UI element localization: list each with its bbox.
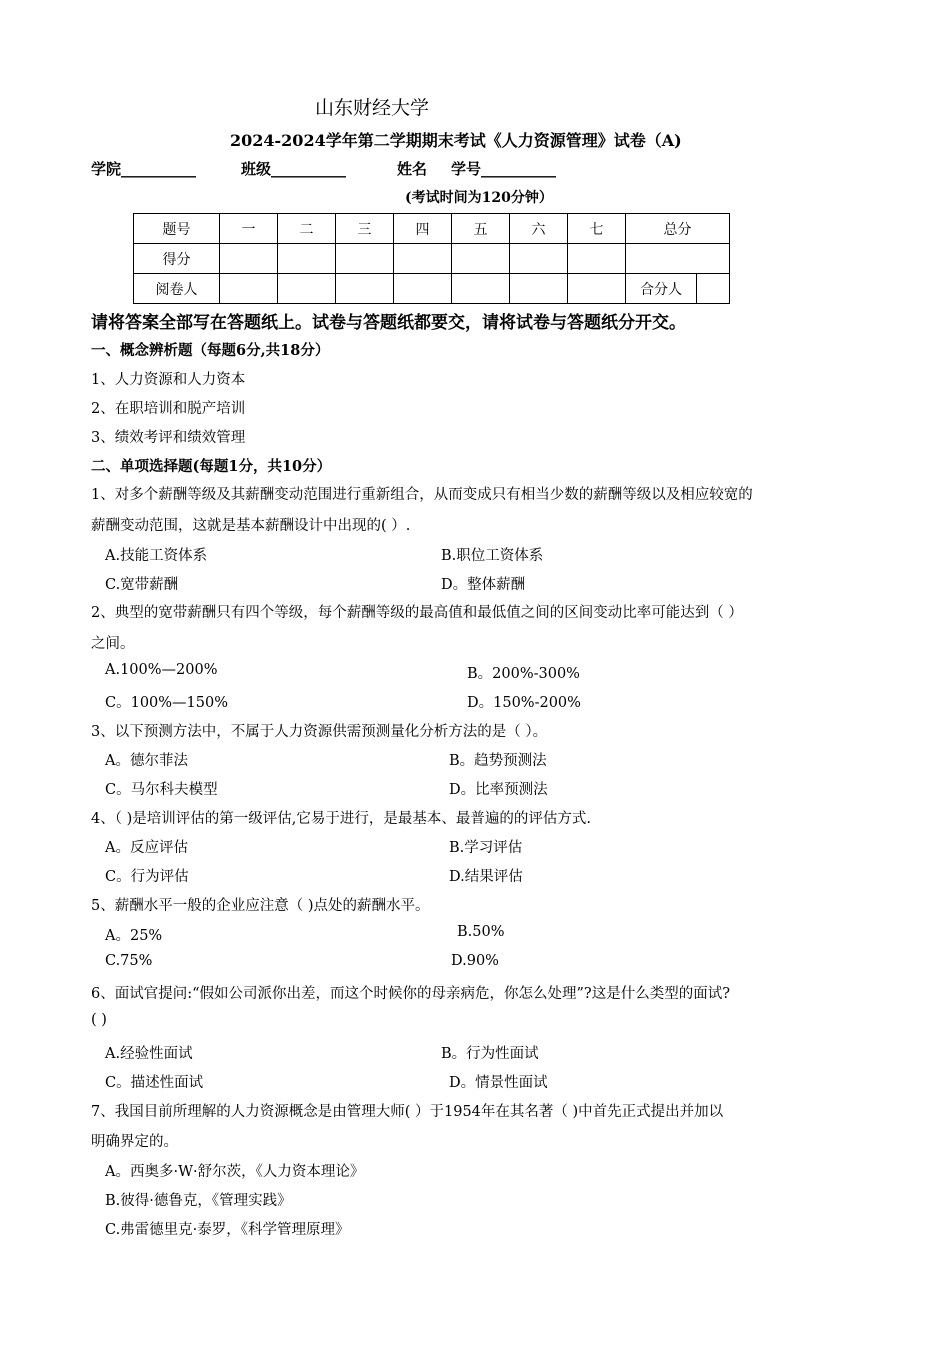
option-c: C.宽带薪酬 [105,577,179,593]
university-name: 山东财经大学 [315,97,430,119]
option-c: C。描述性面试 [105,1075,204,1091]
column-header: 五 [452,214,510,244]
class-field: 班级__________ [241,160,347,178]
score-cell [452,274,510,304]
score-cell [452,244,510,274]
option-a: A.100%—200% [105,662,218,678]
score-cell [220,274,278,304]
option-d: D。150%-200% [467,695,581,711]
column-header: 六 [510,214,568,244]
score-cell [510,244,568,274]
table-row [134,214,730,244]
list-item: 3、绩效考评和绩效管理 [91,430,246,446]
option-b: B.学习评估 [449,840,523,856]
question-text: ( ) [91,1012,107,1028]
exam-title: 2024-2024学年第二学期期末考试《人力资源管理》试卷（A) [230,131,682,150]
option-b: B.彼得·德鲁克，《管理实践》 [105,1193,292,1209]
column-header: 一 [220,214,278,244]
column-header: 二 [278,214,336,244]
option-d: D。整体薪酬 [441,577,526,593]
option-d: D.结果评估 [449,869,523,885]
option-c: C.75% [105,953,153,969]
reviewer-total-label: 合分人 [626,274,697,304]
score-cell [278,244,336,274]
score-table [133,213,730,304]
question-text: 7、我国目前所理解的人力资源概念是由管理大师( ）于1954年在其名著（ )中首先正式提出并加以 [91,1104,724,1120]
section2-title: 二、单项选择题(每题1分，共10分） [91,458,332,475]
question-text: 明确界定的。 [91,1134,178,1150]
question-text: 1、对多个薪酬等级及其薪酬变动范围进行重新组合，从而变成只有相当少数的薪酬等级以及相应较宽的 [91,487,753,503]
column-header: 七 [568,214,626,244]
option-b: B。趋势预测法 [449,753,547,769]
student-id-field: 学号__________ [451,160,557,178]
question-text: 薪酬变动范围，这就是基本薪酬设计中出现的( ）. [91,518,411,534]
option-c: C。行为评估 [105,869,189,885]
question-text: 3、以下预测方法中，不属于人力资源供需预测量化分析方法的是（ ）。 [91,724,548,740]
score-cell [697,274,730,304]
option-d: D。比率预测法 [449,782,548,798]
option-b: B.50% [457,924,505,940]
question-text: 5、薪酬水平一般的企业应注意（ )点处的薪酬水平。 [91,898,430,914]
column-header: 四 [394,214,452,244]
option-d: D。情景性面试 [449,1075,548,1091]
score-cell [510,274,568,304]
exam-duration: (考试时间为120分钟） [405,190,553,206]
score-cell [336,244,394,274]
score-cell [394,244,452,274]
score-cell [220,244,278,274]
option-a: A。25% [105,928,163,944]
total-header: 总分 [626,214,730,244]
option-b: B。行为性面试 [441,1046,539,1062]
submission-notice: 请将答案全部写在答题纸上。试卷与答题纸都要交，请将试卷与答题纸分开交。 [91,313,686,333]
score-cell [626,244,730,274]
option-a: A。西奥多·W·舒尔茨，《人力资本理论》 [105,1164,365,1180]
option-c: C.弗雷德里克·泰罗，《科学管理原理》 [105,1222,350,1238]
score-cell [278,274,336,304]
college-field: 学院__________ [91,160,197,178]
row-label: 阅卷人 [134,274,220,304]
option-b: B。200%-300% [467,666,580,682]
question-text: 之间。 [91,636,135,652]
section1-title: 一、概念辨析题（每题6分,共18分） [91,342,330,359]
option-d: D.90% [451,953,499,969]
score-cell [394,274,452,304]
question-text: 6、面试官提问:“假如公司派你出差，而这个时候你的母亲病危，你怎么处理”?这是什么类型的面试? [91,986,730,1002]
option-c: C。100%—150% [105,695,229,711]
question-text: 2、典型的宽带薪酬只有四个等级，每个薪酬等级的最高值和最低值之间的区间变动比率可能达到（ ） [91,605,743,621]
option-b: B.职位工资体系 [441,548,544,564]
option-c: C。马尔科夫模型 [105,782,218,798]
name-field: 姓名 [397,160,428,178]
table-row [134,274,730,304]
option-a: A.技能工资体系 [105,548,208,564]
score-cell [568,274,626,304]
list-item: 2、在职培训和脱产培训 [91,401,246,417]
option-a: A.经验性面试 [105,1046,193,1062]
score-cell [336,274,394,304]
table-row [134,244,730,274]
option-a: A。反应评估 [105,840,188,856]
list-item: 1、人力资源和人力资本 [91,372,246,388]
column-header: 三 [336,214,394,244]
row-label: 得分 [134,244,220,274]
score-cell [568,244,626,274]
question-text: 4、（ )是培训评估的第一级评估,它易于进行，是最基本、最普遍的的评估方式. [91,811,591,827]
row-label: 题号 [134,214,220,244]
option-a: A。德尔菲法 [105,753,188,769]
